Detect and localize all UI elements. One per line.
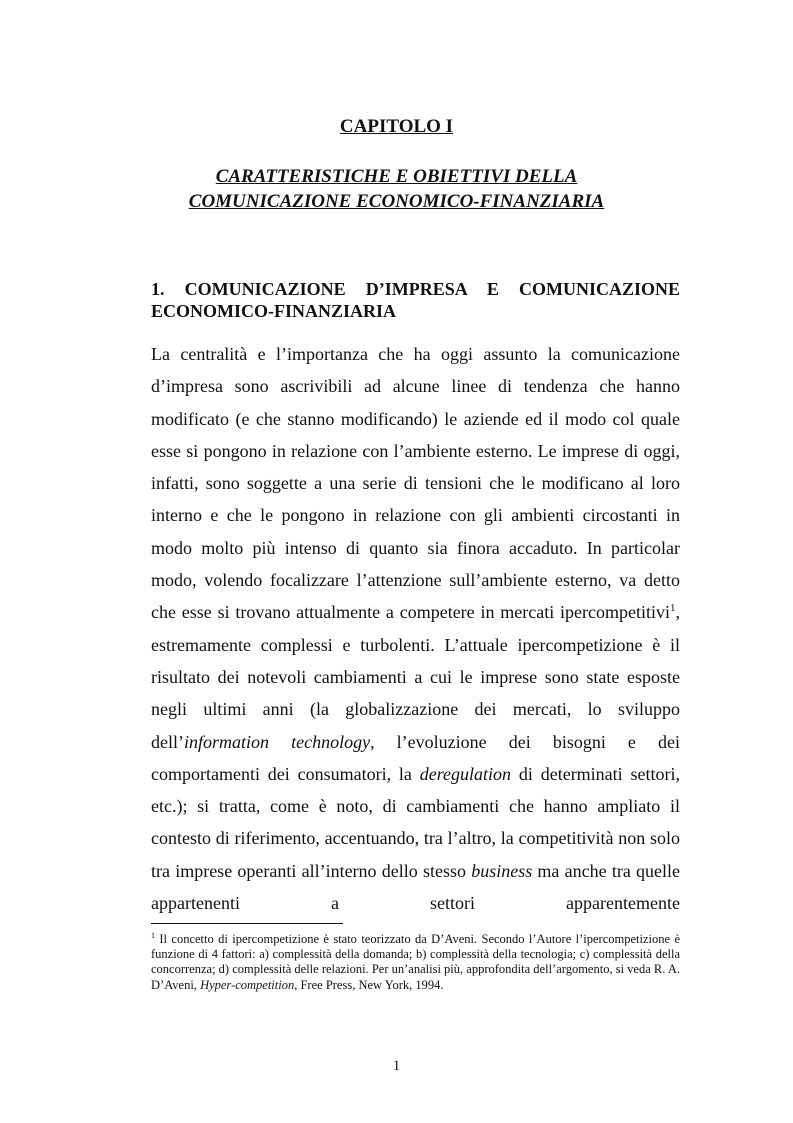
footnote-italic-title: Hyper-competition: [200, 977, 295, 992]
body-italic-information-technology: information technology: [184, 731, 371, 752]
footnote: [151, 932, 680, 993]
body-italic-business: business: [471, 860, 533, 881]
body-text-2: , estremamente complessi e turbolenti. L’attuale ipercompetizione è il risultato dei notevoli cambiamenti a cui le imprese sono state esposte negli ultimi anni (la globalizzazione dei mercati, lo sviluppo dell’: [151, 602, 680, 752]
body-text-5: ma anche tra quelle appartenenti a settori apparentemente: [151, 860, 680, 914]
chapter-title-line-1: CARATTERISTICHE E OBIETTIVI DELLA: [215, 166, 578, 187]
chapter-label: CAPITOLO I: [339, 116, 454, 137]
body-text-3: , l’evoluzione dei bisogni e dei comportamenti dei consumatori, la: [151, 731, 680, 784]
body-text-1: La centralità e l’importanza che ha oggi assunto la comunicazione d’impresa sono ascrivibili ad alcune linee di tendenza che hanno modificato (e che stanno modificando) le aziende ed il modo col quale esse si pongono in relazione con l’ambiente esterno. Le imprese di oggi, infatti, sono soggette a una serie di tensioni che le modificano al loro interno e che le pongono in relazione con gli ambienti circostanti in modo molto più intenso di quanto sia finora accaduto. In particolar modo, volendo focalizzare l’attenzione sull’ambiente esterno, va detto che esse si trovano attualmente a competere in mercati ipercompetitivi: [151, 344, 680, 623]
footnote-text-1: Il concetto di ipercompetizione è stato teorizzato da D’Aveni. Secondo l’Autore l’ipercompetizione è funzione di 4 fattori: a) complessità della domanda; b) complessità della tecnologia; c) complessità della concorrenza; d) complessità delle relazioni. Per un’analisi più, approfondita dell’argomento, si veda R. A. D’Aveni,: [151, 932, 680, 992]
section-heading-line-2: ECONOMICO-FINANZIARIA: [151, 301, 397, 321]
footnote-separator: [151, 923, 343, 924]
body-text-4: di determinati settori, etc.); si tratta, come è noto, di cambiamenti che hanno ampliato il contesto di riferimento, accentuando, tra l’altro, la competitività non solo tra imprese operanti all’interno dello stesso: [151, 763, 680, 881]
body-paragraph: [151, 338, 680, 919]
footnote-text-2: , Free Press, New York, 1994.: [294, 977, 444, 992]
chapter-title-line-2: COMUNICAZIONE ECONOMICO-FINANZIARIA: [188, 191, 605, 212]
page-number: 1: [392, 1058, 401, 1074]
footnote-number: 1: [151, 931, 155, 940]
body-italic-deregulation: deregulation: [419, 763, 512, 784]
section-heading-line-1: 1. COMUNICAZIONE D’IMPRESA E COMUNICAZIONE: [151, 279, 680, 299]
chapter-title: [0, 164, 793, 214]
section-heading: [151, 278, 680, 322]
footnote-reference: 1: [670, 602, 676, 615]
